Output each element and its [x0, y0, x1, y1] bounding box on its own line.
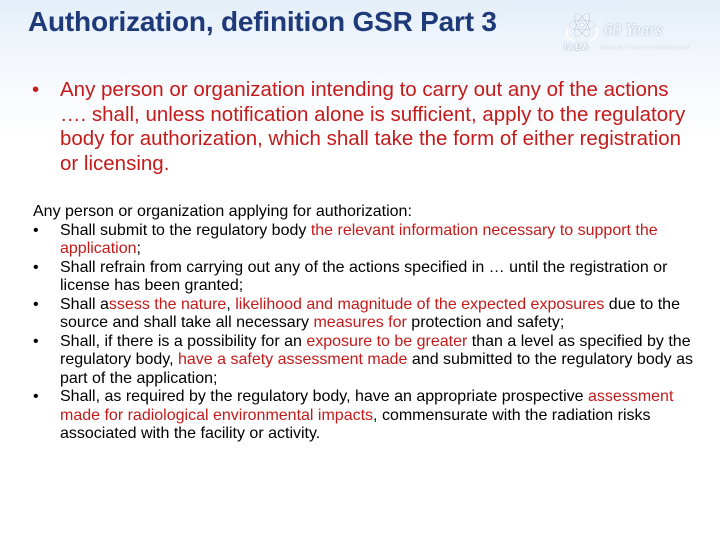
slide-title: Authorization, definition GSR Part 3 [28, 6, 497, 37]
bullet-marker: • [33, 258, 39, 276]
requirement-item [33, 388, 709, 444]
requirement-text: and submitted to the regulatory body as part of the application; [60, 351, 693, 387]
emphasized-text: have a safety assessment made [178, 351, 408, 368]
requirement-text: than a level as specified by the regulatory body, [60, 332, 691, 368]
main-bullet [32, 78, 692, 176]
iaea-emblem-icon [562, 10, 602, 44]
emphasized-text: ssess the nature [108, 295, 227, 313]
emphasized-text: the relevant information necessary to support the application [60, 221, 658, 257]
requirement-text: , commensurate with the radiation risks associated with the facility or activity. [60, 406, 651, 442]
emphasized-text: exposure to be greater [306, 332, 468, 350]
bullet-marker: • [33, 221, 39, 239]
requirement-text: protection and safety; [406, 314, 565, 331]
logo-org-text: IAEA [564, 42, 590, 52]
requirement-text: Shall refrain from carrying out any of the actions specified in … until the registration or license has been granted; [60, 258, 668, 294]
requirement-text: Shall, if there is a possibility for an [60, 332, 307, 350]
requirement-text: Shall, as required by the regulatory body, have an appropriate prospective [60, 388, 589, 405]
requirement-item [33, 296, 709, 333]
requirements-list [33, 222, 709, 444]
bullet-marker: • [33, 295, 39, 313]
bullet-marker: • [32, 78, 40, 101]
emphasized-text: measures for [313, 314, 407, 331]
iaea-60-years-logo [562, 6, 712, 60]
requirement-item [33, 259, 709, 296]
logo-tagline-text: Atoms for Peace and Development [600, 44, 691, 51]
requirement-text: ; [136, 240, 141, 257]
requirement-item [33, 333, 709, 389]
bullet-marker: • [33, 388, 39, 405]
requirements-section [33, 203, 709, 444]
emphasized-text: assessment made for radiological environmental impacts [60, 388, 674, 424]
requirement-text: due to the source and shall take all necessary [60, 295, 680, 331]
requirement-item [33, 222, 709, 259]
requirement-text: , [226, 295, 236, 313]
main-bullet-text: Any person or organization intending to carry out any of the actions …. shall, unless notification alone is sufficient, apply to the regulatory body for authorization, which shall take the form of either registration or licensing. [60, 78, 686, 175]
emphasized-text: likelihood and magnitude of the expected exposures [235, 295, 605, 313]
bullet-marker: • [33, 332, 39, 350]
requirement-text: Shall a [60, 295, 109, 313]
logo-years-text: 60 Years [604, 20, 663, 39]
requirements-intro: Any person or organization applying for authorization: [33, 203, 412, 220]
requirement-text: Shall submit to the regulatory body [60, 221, 311, 239]
